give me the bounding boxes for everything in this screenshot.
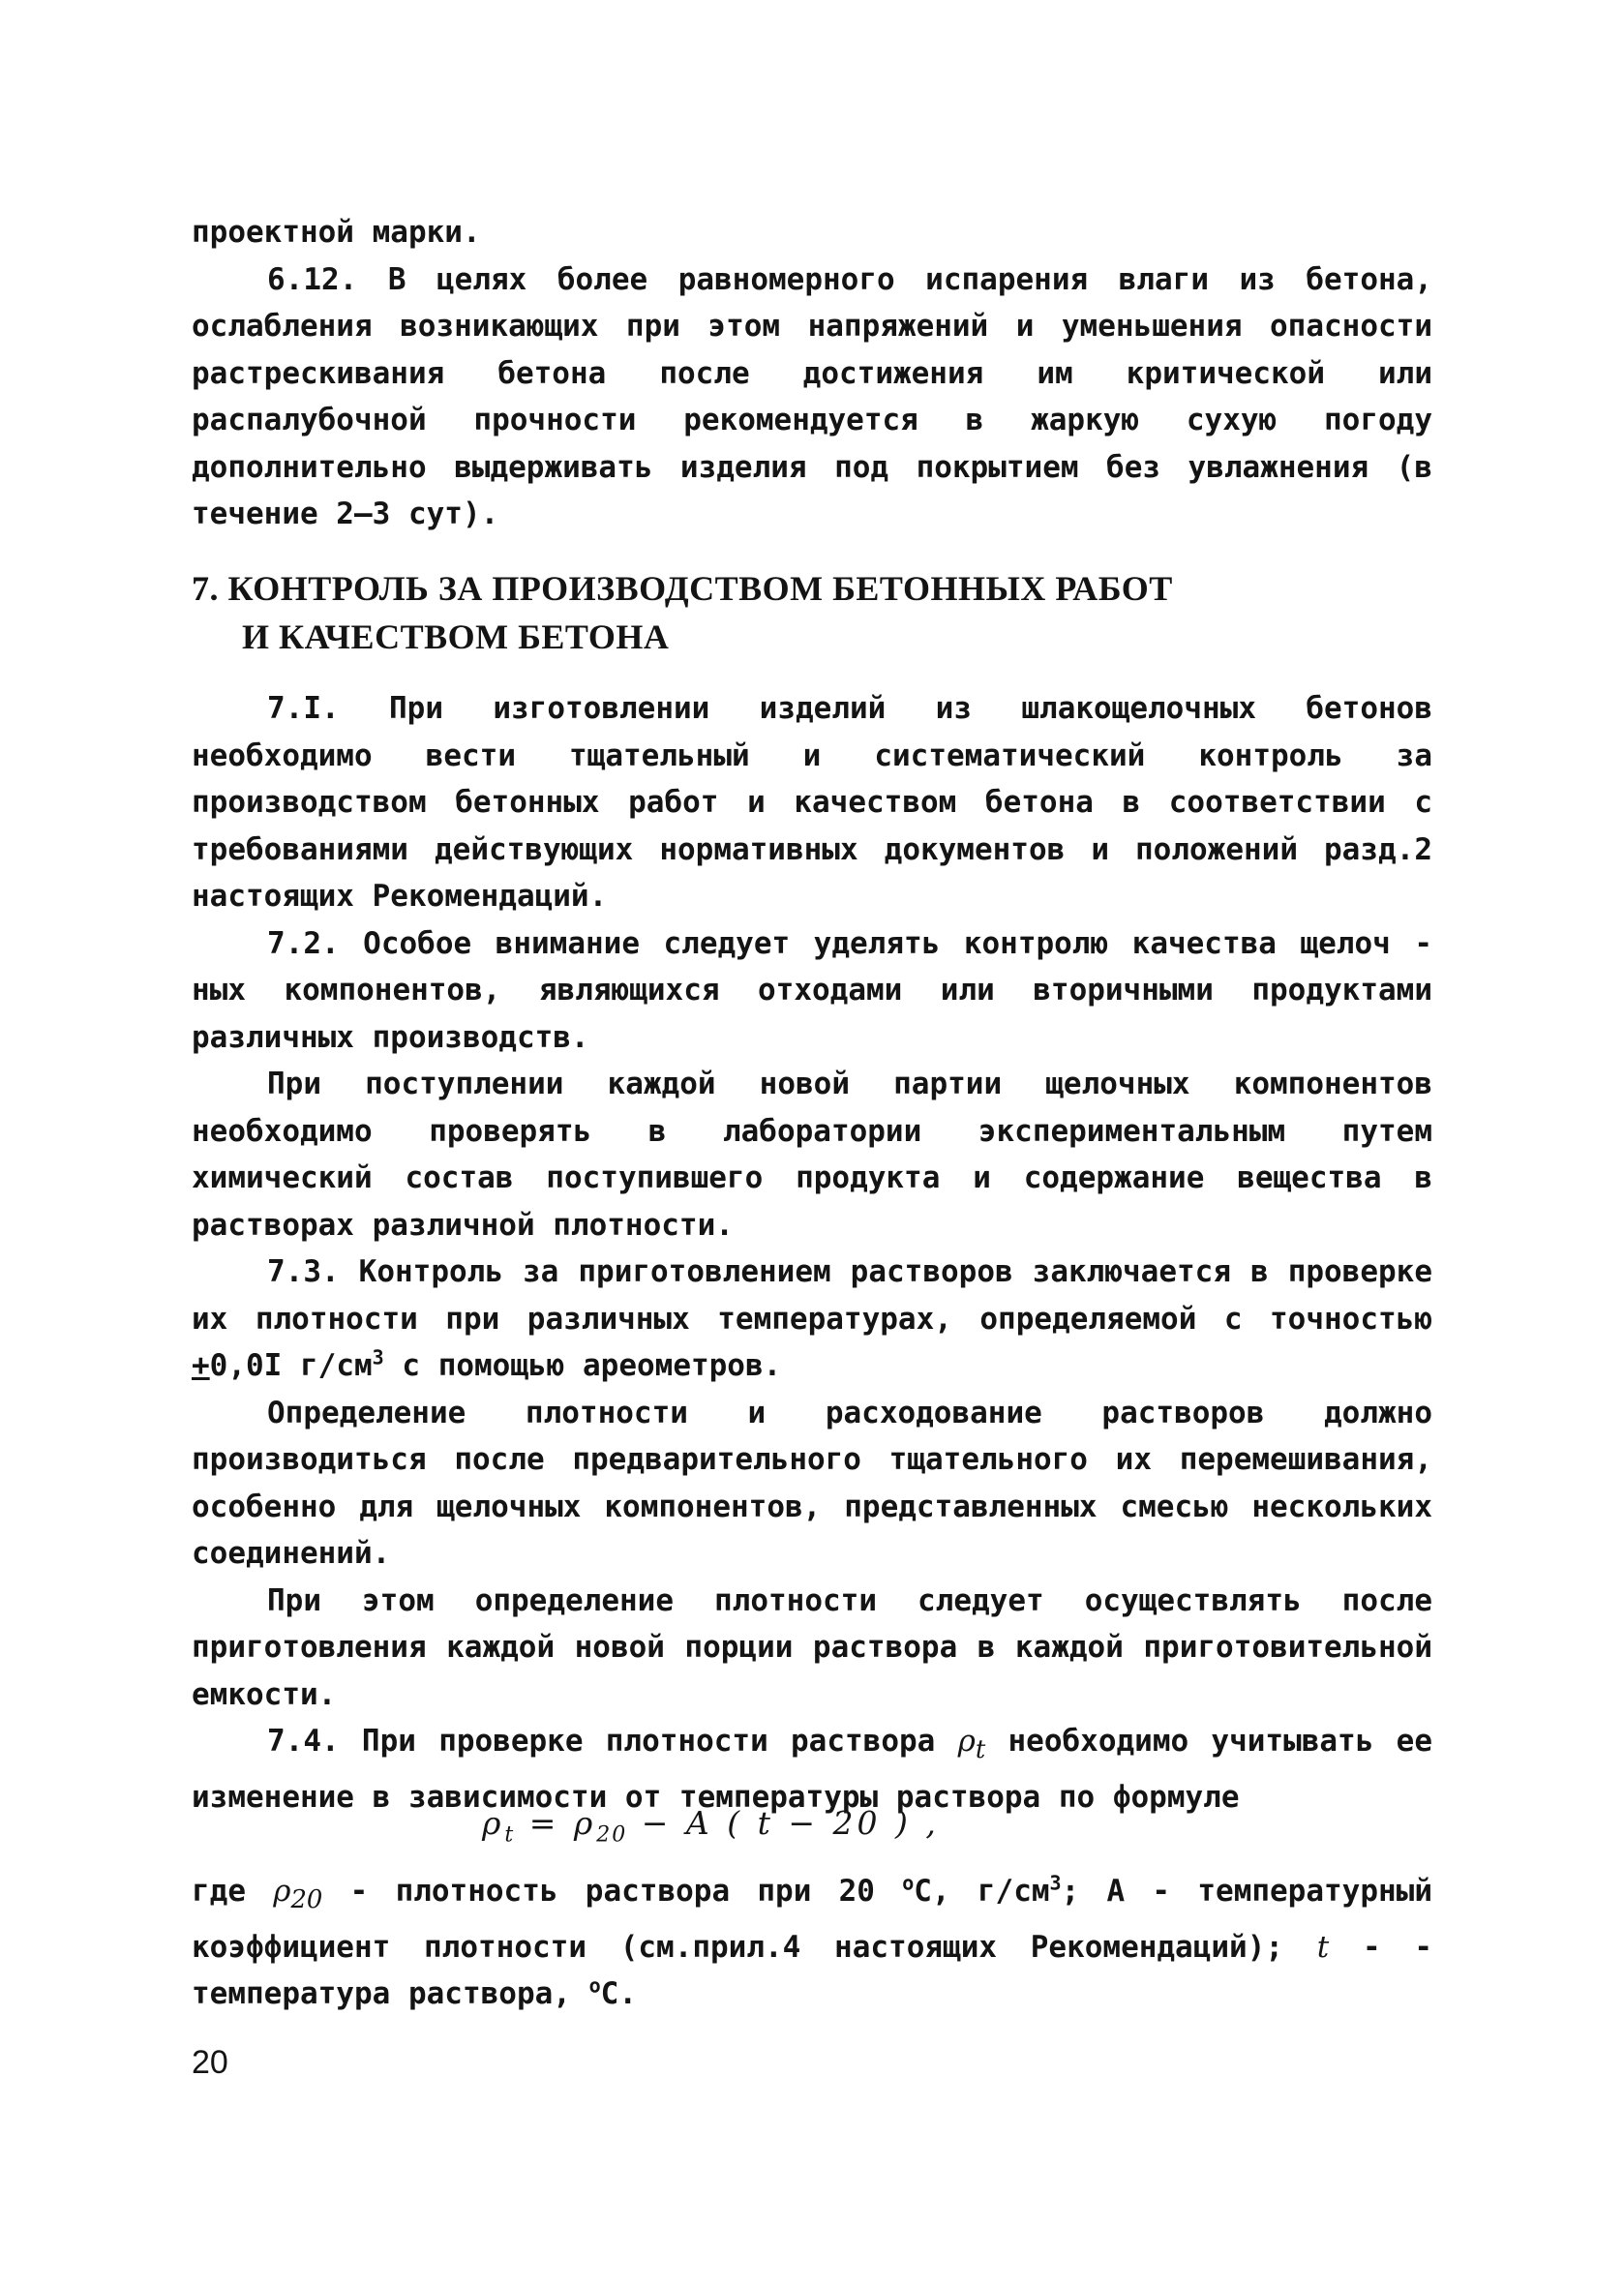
- def-text-2: С, г/см: [914, 1874, 1050, 1909]
- paragraph-7-3-b: Определение плотности и расходование растворов должно производиться после предварительного тщательного их перемешивания, особенно для щелочных компонентов, представленных смесью нескольких соединений.: [192, 1395, 1432, 1571]
- def-t-symbol: t: [1316, 1929, 1330, 1965]
- p74-text: 7.4. При проверке плотности раствора: [267, 1724, 958, 1759]
- section-heading: [192, 564, 1353, 661]
- paragraph-7-3: [192, 1249, 1432, 1390]
- formula-lhs: ρ: [482, 1804, 505, 1842]
- density-symbol: ρ: [957, 1724, 976, 1759]
- formula-tail: − A ( t − 20 ) ,: [627, 1804, 940, 1842]
- degree-sign-2: о: [588, 1973, 601, 1998]
- p73-text: 7.3. Контроль за приготовлением растворов заключается в проверке их плотности при различных температурах, определяемой с точностью: [192, 1254, 1432, 1337]
- def-text-1: - плотность раствора при 20: [322, 1874, 903, 1909]
- degree-sign-1: о: [902, 1871, 915, 1895]
- p73-value: 0,0I г/см: [209, 1348, 373, 1383]
- p73-exponent: 3: [372, 1345, 384, 1369]
- formula-eq: = ρ: [515, 1804, 597, 1842]
- intro-tail: проектной марки.: [192, 215, 481, 250]
- paragraph-7-1: 7.I. При изготовлении изделий из шлакощелочных бетонов необходимо вести тщательный и систематический контроль за производством бетонных работ и качеством бетона в соответствии с требованиями действующих нормативных документов и положений разд.2 настоящих Рекомендаций.: [192, 691, 1432, 914]
- intro-block: [192, 209, 1432, 538]
- p74-text-end: необходимо учитывать ее изменение в зависимости от температуры раствора по формуле: [192, 1724, 1432, 1815]
- paragraph-7-3-c: При этом определение плотности следует осуществлять после приготовления каждой новой порции раствора в каждой приготовительной емкости.: [192, 1582, 1432, 1712]
- heading-line-1: 7. КОНТРОЛЬ ЗА ПРОИЗВОДСТВОМ БЕТОННЫХ РАБОТ: [192, 569, 1173, 608]
- definitions-text: [192, 1868, 1432, 2018]
- formula-definitions: [192, 1868, 1432, 2018]
- def-symbol: ρ: [273, 1874, 291, 1909]
- paragraph-6-12: 6.12. В целях более равномерного испарения влаги из бетона, ослабления возникающих при этом напряжений и уменьшения опасности растрескивания бетона после достижения им критической или распалубочной прочности рекомендуется в жаркую сухую погоду дополнительно выдерживать изделия под покрытием без увлажнения (в течение 2–3 сут).: [192, 261, 1432, 531]
- formula-lhs-sub: t: [504, 1822, 516, 1848]
- def-text-4: - - температура раствора,: [192, 1929, 1432, 2012]
- density-symbol-subscript: t: [975, 1735, 986, 1765]
- def-symbol-sub: 20: [290, 1885, 323, 1915]
- section-7-body: [192, 685, 1432, 1821]
- paragraph-7-2-continued: При поступлении каждой новой партии щелочных компонентов необходимо проверять в лаборатории экспериментальным путем химический состав поступившего продукта и содержание вещества в растворах различной плотности.: [192, 1067, 1432, 1243]
- def-exponent: 3: [1049, 1871, 1062, 1895]
- paragraph-7-2: 7.2. Особое внимание следует уделять контролю качества щелоч - ных компонентов, являющихся отходами или вторичными продуктами различных производств.: [192, 925, 1432, 1055]
- def-where: где: [192, 1874, 274, 1909]
- formula-rhs-sub: 20: [596, 1822, 628, 1848]
- page-number: 20: [192, 2044, 228, 2081]
- def-text-5: С.: [600, 1976, 637, 2012]
- plus-minus-sign: +: [192, 1348, 210, 1383]
- density-formula: [482, 1804, 940, 1848]
- heading-line-2: И КАЧЕСТВОМ БЕТОНА: [242, 617, 670, 656]
- p73-text-end: с помощью ареометров.: [383, 1348, 782, 1383]
- def-text-3: ; А - температурный коэффициент плотности (см.прил.4 настоящих Рекомендаций);: [192, 1874, 1432, 1965]
